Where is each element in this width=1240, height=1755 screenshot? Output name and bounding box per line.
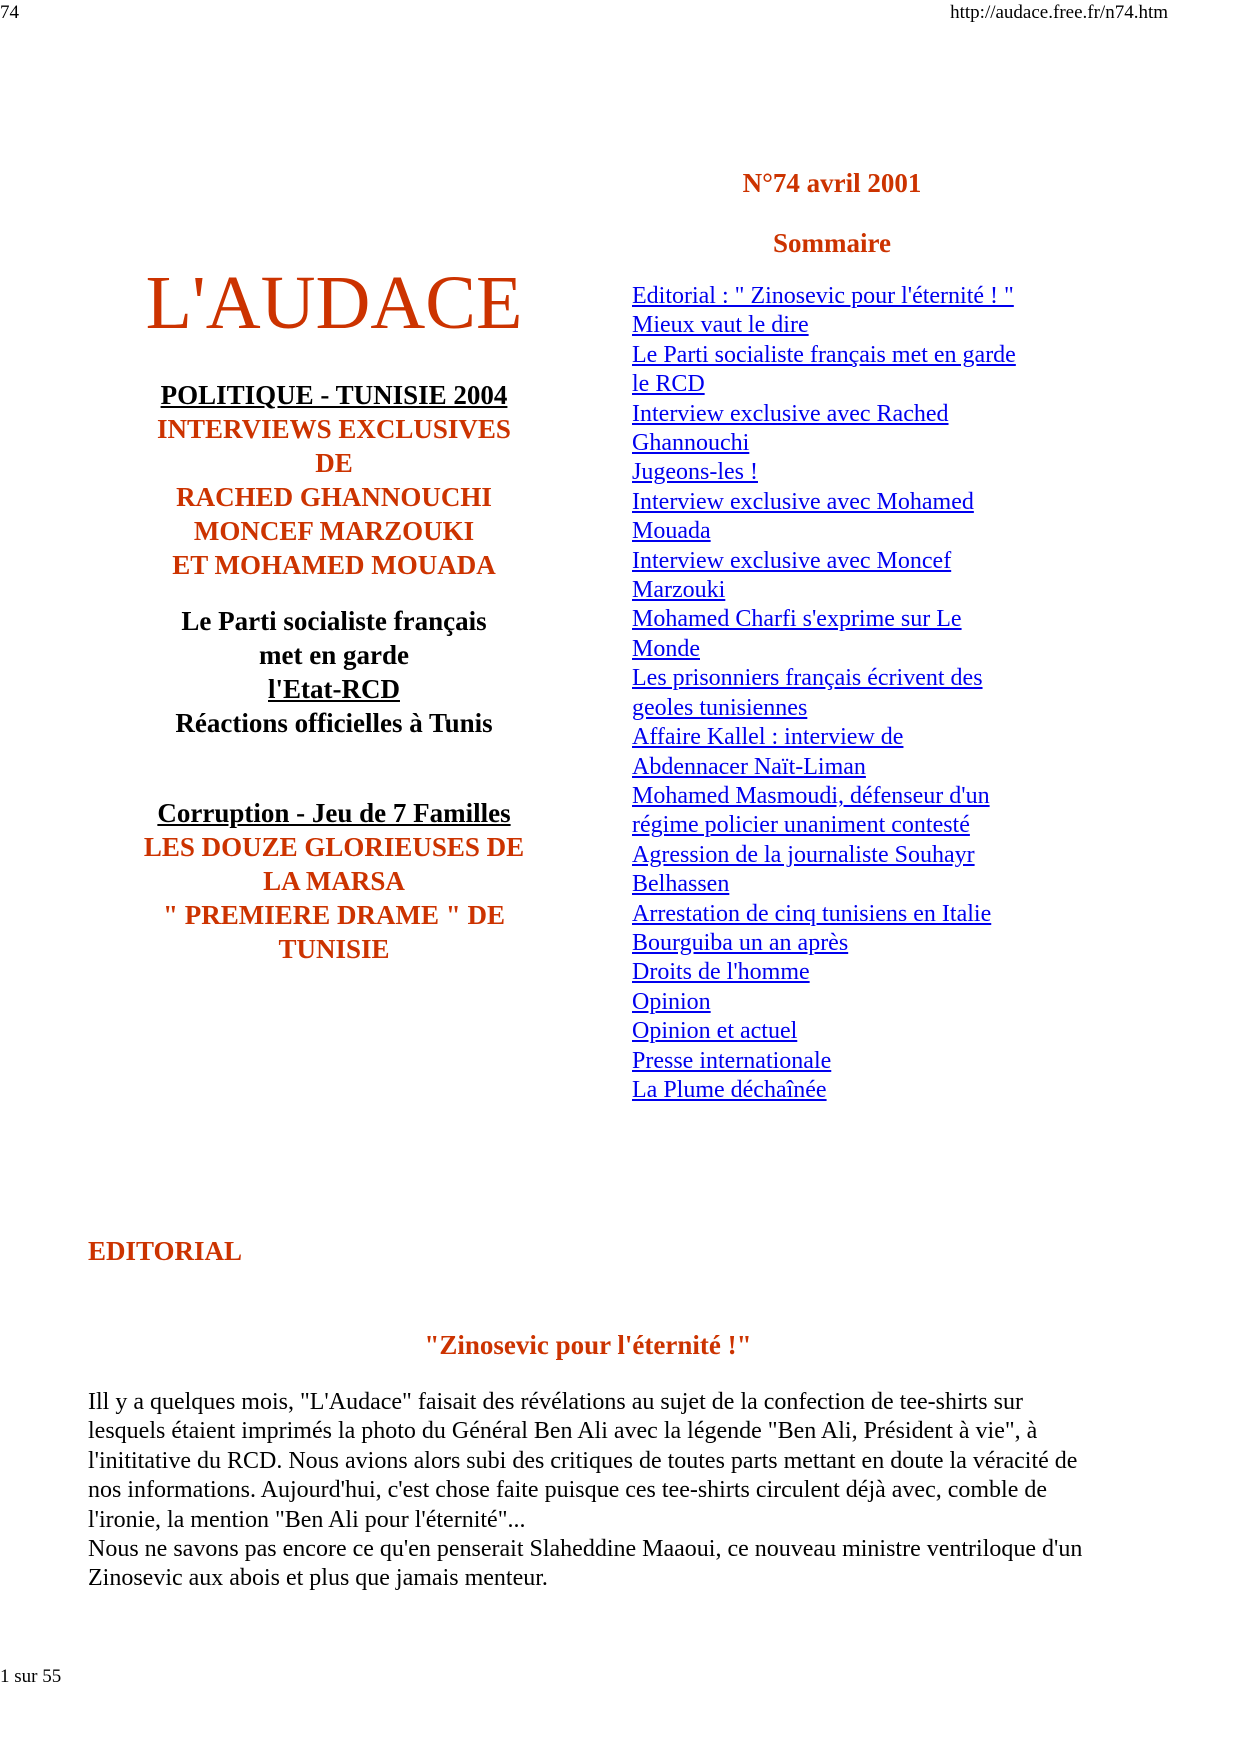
ps-line: Le Parti socialiste français [181, 606, 487, 636]
toc-link[interactable]: Mieux vaut le dire [632, 312, 809, 339]
print-url: http://audace.free.fr/n74.htm [950, 2, 1168, 23]
interviews-line: DE [315, 448, 353, 478]
toc-link[interactable]: geoles tunisiennes [632, 694, 808, 721]
toc-item [632, 429, 1052, 458]
corruption-line: LA MARSA [263, 866, 405, 896]
toc-item [632, 723, 1052, 752]
corruption-line: " PREMIERE DRAME " DE [163, 900, 505, 930]
toc-item [632, 547, 1052, 576]
toc-item [632, 635, 1052, 664]
toc-item [632, 958, 1052, 987]
editorial-body [88, 1388, 1088, 1594]
toc-item [632, 870, 1052, 899]
toc-item [632, 929, 1052, 958]
corruption-line: LES DOUZE GLORIEUSES DE [143, 832, 525, 862]
toc-link[interactable]: Presse internationale [632, 1047, 832, 1074]
toc-item [632, 694, 1052, 723]
toc-item [632, 370, 1052, 399]
toc-item [632, 488, 1052, 517]
toc-link[interactable]: Affaire Kallel : interview de [632, 724, 904, 751]
print-page-count: 1 sur 55 [0, 1666, 62, 1687]
toc-item [632, 782, 1052, 811]
toc-link[interactable]: Agression de la journaliste Souhayr [632, 841, 975, 868]
toc-item [632, 753, 1052, 782]
toc-link[interactable]: Jugeons-les ! [632, 459, 758, 486]
toc-link[interactable]: Belhassen [632, 871, 730, 898]
toc-link[interactable]: Mohamed Masmoudi, défenseur d'un [632, 782, 990, 809]
toc-item [632, 576, 1052, 605]
print-page-label: 74 [0, 2, 19, 23]
toc-link[interactable]: régime policier unaniment contesté [632, 812, 970, 839]
toc-link[interactable]: Interview exclusive avec Rached [632, 400, 949, 427]
toc-link[interactable]: Arrestation de cinq tunisiens en Italie [632, 900, 992, 927]
masthead-title: L'AUDACE [145, 261, 523, 345]
ps-reactions: Réactions officielles à Tunis [175, 708, 493, 738]
front-page-promo [104, 258, 564, 966]
ps-promo [104, 604, 564, 740]
toc-item [632, 841, 1052, 870]
toc-link[interactable]: Mouada [632, 518, 711, 545]
editorial-title: "Zinosevic pour l'éternité !" [424, 1330, 752, 1360]
editorial-paragraph: Ill y a quelques mois, "L'Audace" faisait des révélations au sujet de la confection de tee-shirts sur lesquels étaient imprimés la photo du Général Ben Ali avec la légende "Ben Ali, Président à vie", à l'inititative du RCD. Nous avions alors subi des critiques de toutes parts mettant en doute la véracité de nos informations. Aujourd'hui, c'est chose faite puisque ces tee-shirts circulent déjà avec, comble de l'ironie, la mention "Ben Ali pour l'éternité"... [88, 1389, 1078, 1533]
toc-item [632, 311, 1052, 340]
toc-item [632, 1017, 1052, 1046]
toc-list [632, 282, 1052, 1105]
corruption-line: TUNISIE [278, 934, 390, 964]
toc-item [632, 517, 1052, 546]
interviews-line: ET MOHAMED MOUADA [172, 550, 496, 580]
toc-item [632, 605, 1052, 634]
toc-link[interactable]: Monde [632, 635, 700, 662]
ps-line: met en garde [259, 640, 409, 670]
toc-link[interactable]: Marzouki [632, 577, 726, 604]
toc-link[interactable]: Le Parti socialiste français met en garde [632, 341, 1016, 368]
toc-item [632, 458, 1052, 487]
etat-rcd-link[interactable]: l'Etat-RCD [268, 674, 400, 704]
interviews-line: INTERVIEWS EXCLUSIVES [157, 414, 511, 444]
toc-link[interactable]: Editorial : " Zinosevic pour l'éternité ! " [632, 283, 1014, 309]
toc-link[interactable]: Les prisonniers français écrivent des [632, 665, 983, 692]
politique-link[interactable]: POLITIQUE - TUNISIE 2004 [160, 380, 508, 410]
toc-item [632, 900, 1052, 929]
toc-item [632, 282, 1052, 311]
toc-link[interactable]: le RCD [632, 371, 705, 398]
toc-link[interactable]: Interview exclusive avec Mohamed [632, 488, 974, 515]
editorial-heading: EDITORIAL [88, 1236, 243, 1266]
toc-item [632, 1076, 1052, 1105]
toc-item [632, 988, 1052, 1017]
interviews-line: MONCEF MARZOUKI [193, 516, 475, 546]
corruption-link[interactable]: Corruption - Jeu de 7 Familles [157, 798, 511, 828]
editorial-paragraph: Nous ne savons pas encore ce qu'en penserait Slaheddine Maaoui, ce nouveau ministre ventriloque d'un Zinosevic aux abois et plus que jamais menteur. [88, 1536, 1083, 1592]
toc-item [632, 341, 1052, 370]
toc-link[interactable]: Mohamed Charfi s'exprime sur Le [632, 606, 962, 633]
sommaire-heading: Sommaire [773, 228, 891, 258]
toc-link[interactable]: Opinion et actuel [632, 1018, 798, 1045]
toc-link[interactable]: Droits de l'homme [632, 959, 810, 986]
toc-item [632, 400, 1052, 429]
interviews-line: RACHED GHANNOUCHI [176, 482, 492, 512]
corruption-promo [104, 796, 564, 966]
toc-item [632, 1047, 1052, 1076]
interviews-promo [104, 378, 564, 582]
toc-item [632, 664, 1052, 693]
table-of-contents [632, 158, 1052, 1105]
toc-link[interactable]: La Plume déchaînée [632, 1076, 827, 1103]
toc-link[interactable]: Bourguiba un an après [632, 929, 849, 956]
toc-item [632, 811, 1052, 840]
toc-link[interactable]: Abdennacer Naït-Liman [632, 753, 866, 780]
toc-link[interactable]: Opinion [632, 988, 711, 1015]
toc-link[interactable]: Interview exclusive avec Moncef [632, 547, 952, 574]
toc-link[interactable]: Ghannouchi [632, 430, 750, 457]
issue-number: N°74 avril 2001 [742, 168, 922, 198]
